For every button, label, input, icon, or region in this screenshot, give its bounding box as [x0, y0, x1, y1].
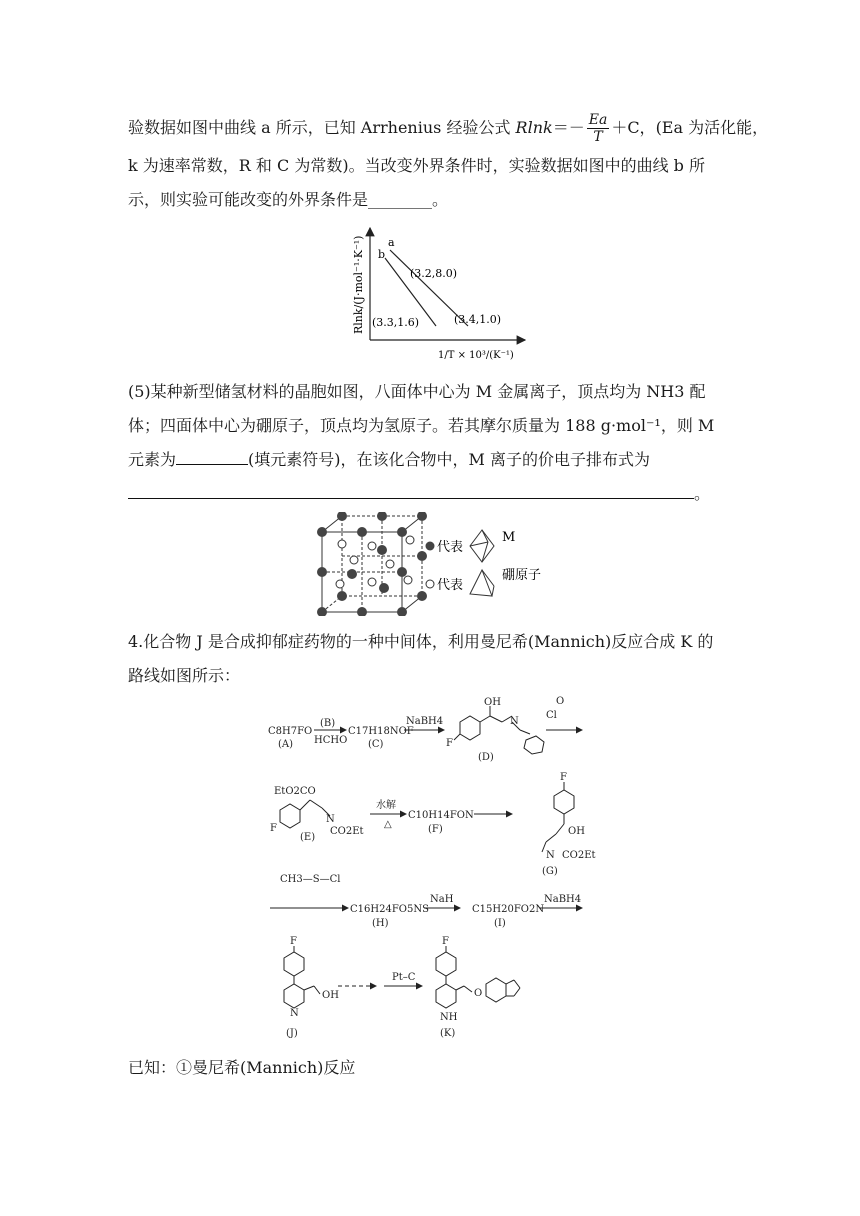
- e-f: F: [270, 823, 277, 834]
- d-f: F: [446, 738, 453, 749]
- compound-a-formula: C8H7FO: [268, 726, 313, 737]
- point-label-2: (3.3,1.6): [372, 316, 420, 329]
- j-f: F: [290, 936, 297, 947]
- q3-5-line-4: [128, 484, 710, 504]
- reagent-heat: △: [384, 819, 392, 830]
- e-group: EtO2CO: [274, 786, 316, 797]
- g-ester: CO2Et: [562, 850, 596, 861]
- compound-i-formula: C15H20FO2N: [472, 904, 545, 915]
- formula-rhs: ＋C，: [611, 118, 656, 137]
- formula-lhs: Rlnk: [515, 118, 553, 137]
- legend2-label: 硼原子: [502, 568, 542, 583]
- text-segment: 。: [694, 484, 711, 503]
- compound-h-formula: C16H24FO5NS: [350, 904, 429, 915]
- compound-e-structure: [280, 800, 330, 828]
- x-axis-label: 1/T × 10³/(K⁻¹): [438, 350, 514, 361]
- q3-line-2: k 为速率常数，R 和 C 为常数)。当改变外界条件时，实验数据如图中的曲线 b 所: [128, 156, 705, 175]
- formula-eq: ＝－: [552, 118, 585, 137]
- compound-f-formula: C10H14FON: [408, 810, 474, 821]
- synthesis-scheme: [264, 696, 604, 1046]
- arrhenius-graph: [340, 222, 530, 364]
- q3-5-line-1: (5)某种新型储氢材料的晶胞如图，八面体中心为 M 金属离子，顶点均为 NH3 配: [128, 382, 706, 401]
- reagent-hcho: HCHO: [314, 735, 348, 746]
- curve-a-label: a: [388, 236, 395, 249]
- point-label-1: (3.2,8.0): [410, 267, 458, 280]
- e-n: N: [326, 814, 335, 825]
- compound-i-label: (I): [494, 918, 506, 929]
- g-n: N: [546, 850, 555, 861]
- j-n: N: [290, 1008, 299, 1019]
- q3-5-line-2: 体；四面体中心为硼原子，顶点均为氢原子。若其摩尔质量为 188 g·mol⁻¹，则 M: [128, 416, 715, 435]
- m-ions: [317, 512, 427, 616]
- g-oh: OH: [568, 826, 585, 837]
- y-axis-label: Rlnk/(J·mol⁻¹·K⁻¹): [352, 235, 365, 334]
- g-f: F: [560, 772, 567, 783]
- reagent-b: (B): [320, 718, 336, 729]
- q3-line-3: 示，则实验可能改变的外界条件是________。: [128, 190, 449, 209]
- k-nh: NH: [440, 1012, 458, 1023]
- formula-fraction: [587, 112, 610, 145]
- k-o: O: [474, 988, 483, 999]
- reagent-nabh4-2: NaBH4: [544, 894, 582, 905]
- text-segment: (Ea 为活化能，: [655, 118, 769, 137]
- answer-blank-config[interactable]: [128, 484, 694, 499]
- legend1-prefix: 代表: [437, 540, 464, 555]
- fraction-denominator: T: [593, 129, 603, 145]
- reagent-chloroformate-cl: Cl: [546, 710, 557, 721]
- compound-d-label: (D): [478, 752, 494, 763]
- known-line: 已知：①曼尼希(Mannich)反应: [128, 1058, 356, 1077]
- q4-line-2: 路线如图所示：: [128, 666, 241, 685]
- curve-b-label: b: [378, 248, 386, 261]
- compound-f-label: (F): [428, 824, 443, 835]
- tetrahedron-icon: [470, 570, 494, 596]
- legend2-prefix: 代表: [437, 578, 464, 593]
- compound-j-structure: [284, 946, 320, 1008]
- q3-line-1: [128, 112, 768, 145]
- fraction-numerator: Ea: [588, 112, 608, 128]
- compound-k-label: (K): [440, 1028, 456, 1039]
- k-f: F: [442, 936, 449, 947]
- point-label-3: (3.4,1.0): [454, 313, 502, 326]
- reagent-nabh4-1: NaBH4: [406, 716, 444, 727]
- q3-5-line-3: [128, 450, 650, 470]
- legend1-label: M: [502, 530, 516, 545]
- compound-a-label: (A): [278, 739, 294, 750]
- text-segment: 元素为: [128, 450, 177, 469]
- reagent-mscl: CH3—S—Cl: [280, 874, 341, 885]
- crystal-cell-diagram: [312, 512, 548, 616]
- j-oh: OH: [322, 990, 339, 1001]
- compound-c-formula: C17H18NOF: [348, 726, 414, 737]
- compound-g-label: (G): [542, 866, 558, 877]
- e-ester: CO2Et: [330, 826, 364, 837]
- reagent-hydrolysis: 水解: [376, 800, 396, 811]
- d-oh: OH: [484, 697, 501, 708]
- reagent-chloroformate-o: O: [556, 696, 565, 707]
- reagent-pt-c: Pt–C: [392, 972, 416, 983]
- compound-e-label: (E): [300, 832, 316, 843]
- compound-g-structure: [542, 782, 574, 852]
- compound-h-label: (H): [372, 918, 389, 929]
- compound-d-structure: [454, 706, 544, 754]
- compound-c-label: (C): [368, 739, 384, 750]
- compound-j-label: (J): [286, 1028, 298, 1039]
- reagent-nah: NaH: [430, 894, 454, 905]
- d-n: N: [510, 716, 519, 727]
- octahedron-icon: [470, 530, 494, 562]
- text-segment: 验数据如图中曲线 a 所示，已知 Arrhenius 经验公式: [128, 118, 516, 137]
- answer-blank-element[interactable]: [176, 450, 248, 465]
- text-segment: (填元素符号)，在该化合物中，M 离子的价电子排布式为: [248, 450, 650, 469]
- q4-line-1: 4.化合物 J 是合成抑郁症药物的一种中间体，利用曼尼希(Mannich)反应合成 K 的: [128, 632, 714, 651]
